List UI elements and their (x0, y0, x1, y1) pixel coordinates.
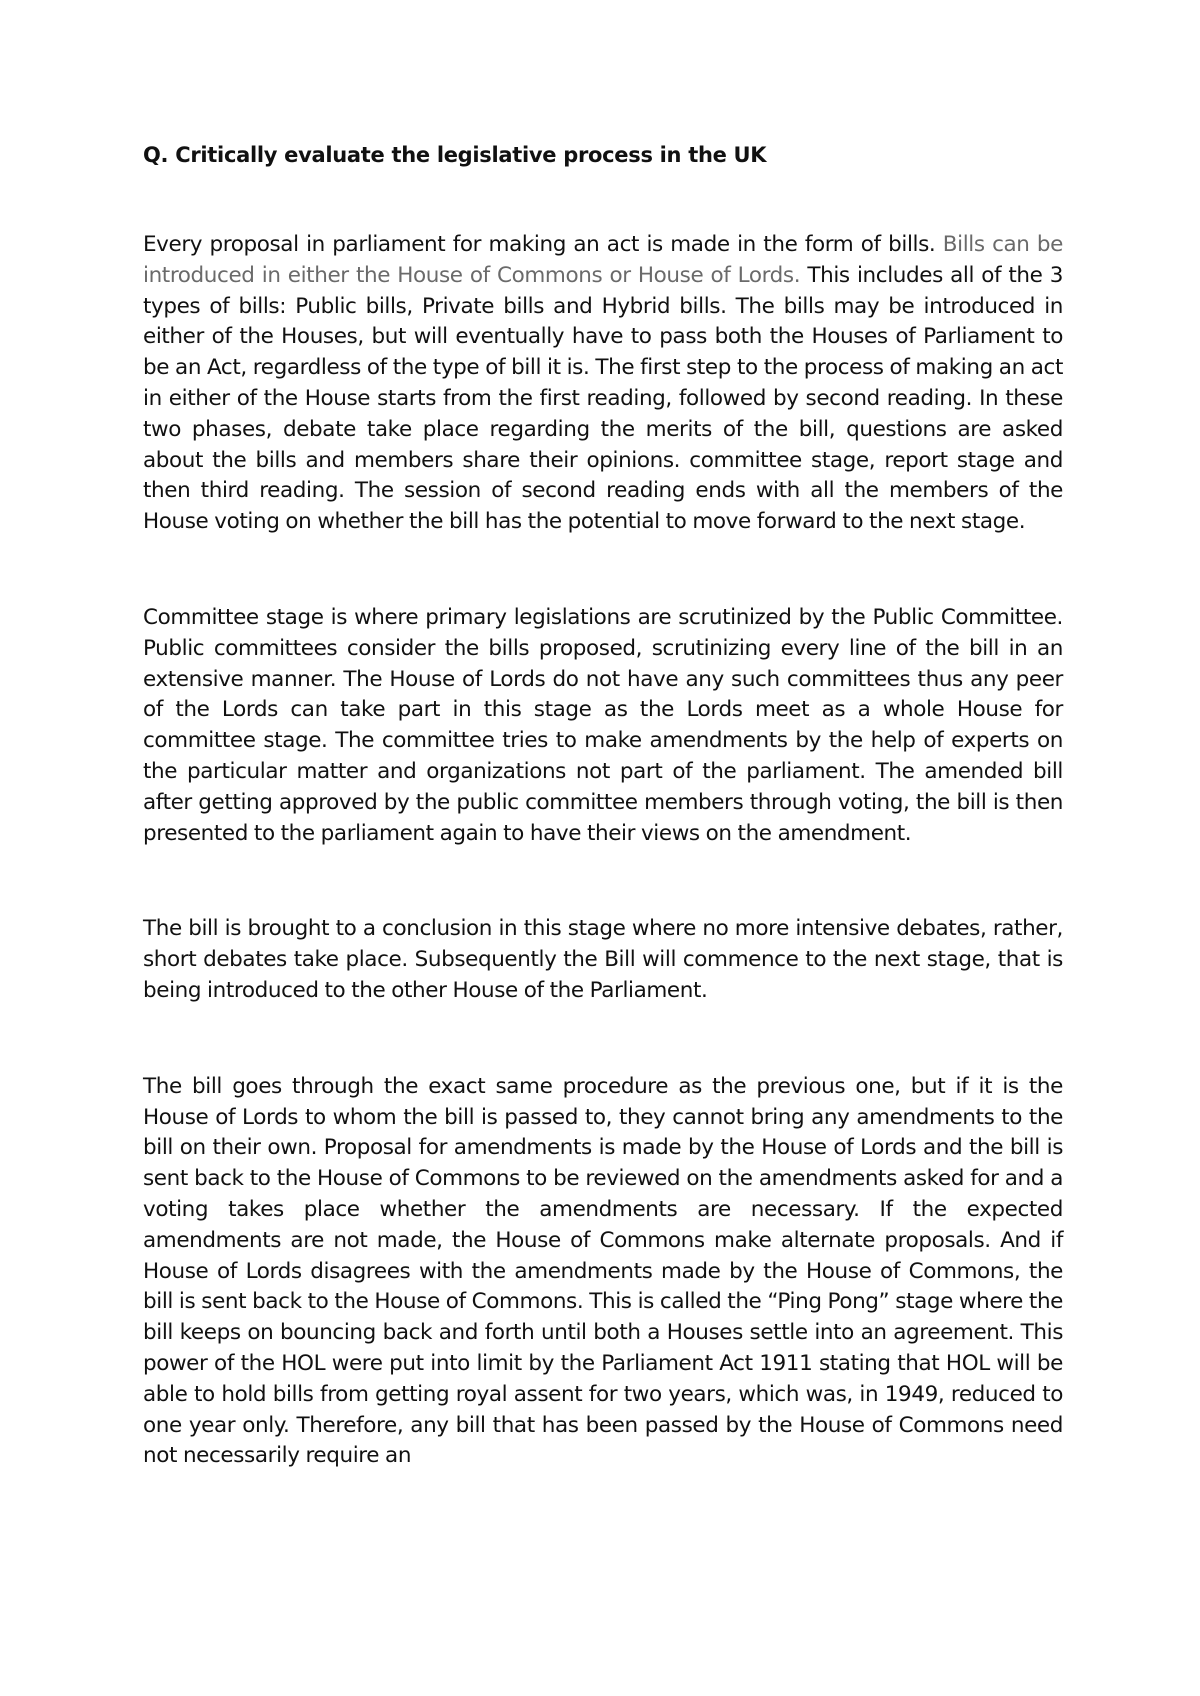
paragraph-intro-part2: This includes all of the 3 types of bills: Public bills, Private bills and Hybrid bills. The bills may be introduced in either of the Houses, but will eventually have to pass both the Houses of Parliament to be an Act, regardless of the type of bill it is. The first step to the process of making an act in either of the House starts from the first reading, followed by second reading. In these two phases, debate take place regarding the merits of the bill, questions are asked about the bills and members share their opinions. committee stage, report stage and then third reading. The session of second reading ends with all the members of the House voting on whether the bill has the potential to move forward to the next stage. (143, 262, 1063, 535)
paragraph-introduction (143, 230, 1063, 538)
paragraph-other-house: The bill goes through the exact same procedure as the previous one, but if it is the House of Lords to whom the bill is passed to, they cannot bring any amendments to the bill on their own. Proposal for amendments is made by the House of Lords and the bill is sent back to the House of Commons to be reviewed on the amendments asked for and a voting takes place whether the amendments are necessary. If the expected amendments are not made, the House of Commons make alternate proposals. And if House of Lords disagrees with the amendments made by the House of Commons, the bill is sent back to the House of Commons. This is called the “Ping Pong” stage where the bill keeps on bouncing back and forth until both a Houses settle into an agreement. This power of the HOL were put into limit by the Parliament Act 1911 stating that HOL will be able to hold bills from getting royal assent for two years, which was, in 1949, reduced to one year only. Therefore, any bill that has been passed by the House of Commons need not necessarily require an (143, 1073, 1063, 1469)
paragraph-intro-highlight: Bills can be introduced in either the House of Commons or House of Lords. (143, 232, 1063, 288)
question-heading: Q. Critically evaluate the legislative process in the UK (143, 143, 767, 167)
paragraph-third-reading: The bill is brought to a conclusion in this stage where no more intensive debates, rather, short debates take place. Subsequently the Bill will commence to the next stage, that is being introduced to the other House of the Parliament. (143, 916, 1063, 1003)
paragraph-committee-stage: Committee stage is where primary legislations are scrutinized by the Public Committee. Public committees consider the bills proposed, scrutinizing every line of the bill in an extensive manner. The House of Lords do not have any such committees thus any peer of the Lords can take part in this stage as the Lords meet as a whole House for committee stage. The committee tries to make amendments by the help of experts on the particular matter and organizations not part of the parliament. The amended bill after getting approved by the public committee members through voting, the bill is then presented to the parliament again to have their views on the amendment. (143, 604, 1063, 846)
paragraph-intro-part1: Every proposal in parliament for making an act is made in the form of bills. (143, 232, 943, 257)
document-body (143, 140, 1063, 1537)
